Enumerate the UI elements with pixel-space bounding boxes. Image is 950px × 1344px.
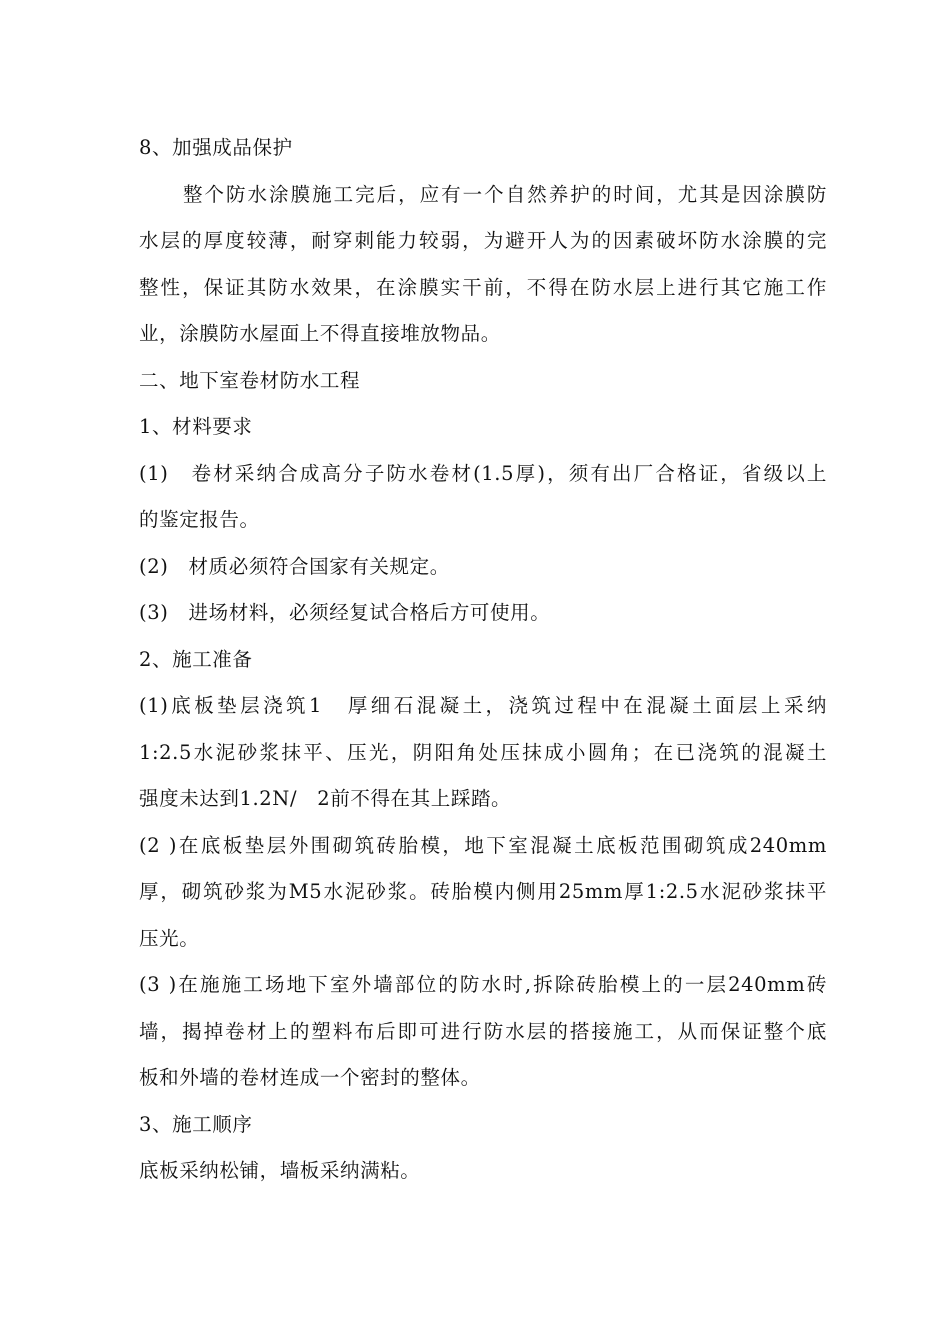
subsection-heading-sequence — [139, 1102, 827, 1149]
list-item-line: (2) 材质必须符合国家有关规定。 — [139, 554, 450, 578]
list-item-preparation-1 — [139, 683, 827, 823]
list-item-line: 1:2.5水泥砂浆抹平、压光，阴阳角处压抹成小圆角；在已浇筑的混凝土 — [139, 740, 827, 764]
list-item-line: (3) 进场材料，必须经复试合格后方可使用。 — [139, 601, 551, 624]
section-heading-2 — [139, 358, 827, 405]
list-item-line: (3 )在施施工场地下室外墙部位的防水时,拆除砖胎模上的一层240mm砖 — [139, 973, 827, 996]
list-item-material-2 — [139, 544, 827, 591]
list-item-line: 的鉴定报告。 — [139, 508, 260, 531]
paragraph-line: 业，涂膜防水屋面上不得直接堆放物品。 — [139, 322, 501, 345]
list-item-preparation-2 — [139, 823, 827, 963]
paragraph-line: 底板采纳松铺，墙板采纳满粘。 — [139, 1159, 421, 1182]
paragraph-line: 整性，保证其防水效果，在涂膜实干前，不得在防水层上进行其它施工作 — [139, 275, 827, 299]
heading-line: 8、加强成品保护 — [139, 136, 293, 159]
paragraph-protection — [139, 172, 827, 358]
paragraph-sequence — [139, 1148, 827, 1195]
list-item-line: 强度未达到1.2N/ 2前不得在其上踩踏。 — [139, 787, 512, 810]
list-item-preparation-3 — [139, 962, 827, 1102]
list-item-material-1 — [139, 451, 827, 544]
section-heading-8 — [139, 125, 827, 172]
list-item-line: 厚，砌筑砂浆为M5水泥砂浆。砖胎模内侧用25mm厚1:2.5水泥砂浆抹平 — [139, 880, 827, 903]
list-item-line: (2 )在底板垫层外围砌筑砖胎模，地下室混凝土底板范围砌筑成240mm — [139, 833, 827, 857]
list-item-material-3 — [139, 590, 827, 637]
list-item-line: (1)底板垫层浇筑1 厚细石混凝土，浇筑过程中在混凝土面层上采纳 — [139, 694, 827, 717]
list-item-line: (1) 卷材采纳合成高分子防水卷材(1.5厚)，须有出厂合格证，省级以上 — [139, 461, 827, 485]
list-item-line: 压光。 — [139, 926, 200, 950]
subsection-heading-materials — [139, 404, 827, 451]
list-item-line: 墙，揭掉卷材上的塑料布后即可进行防水层的搭接施工，从而保证整个底 — [139, 1019, 827, 1043]
heading-line: 二、地下室卷材防水工程 — [139, 368, 361, 392]
heading-line: 3、施工顺序 — [139, 1112, 253, 1136]
paragraph-line: 整个防水涂膜施工完后，应有一个自然养护的时间，尤其是因涂膜防 — [183, 182, 827, 206]
heading-line: 1、材料要求 — [139, 415, 253, 438]
subsection-heading-preparation — [139, 637, 827, 684]
list-item-line: 板和外墙的卷材连成一个密封的整体。 — [139, 1066, 481, 1089]
paragraph-line: 水层的厚度较薄，耐穿刺能力较弱，为避开人为的因素破坏防水涂膜的完 — [139, 229, 827, 252]
heading-line: 2、施工准备 — [139, 647, 253, 671]
document-body — [139, 125, 827, 1195]
